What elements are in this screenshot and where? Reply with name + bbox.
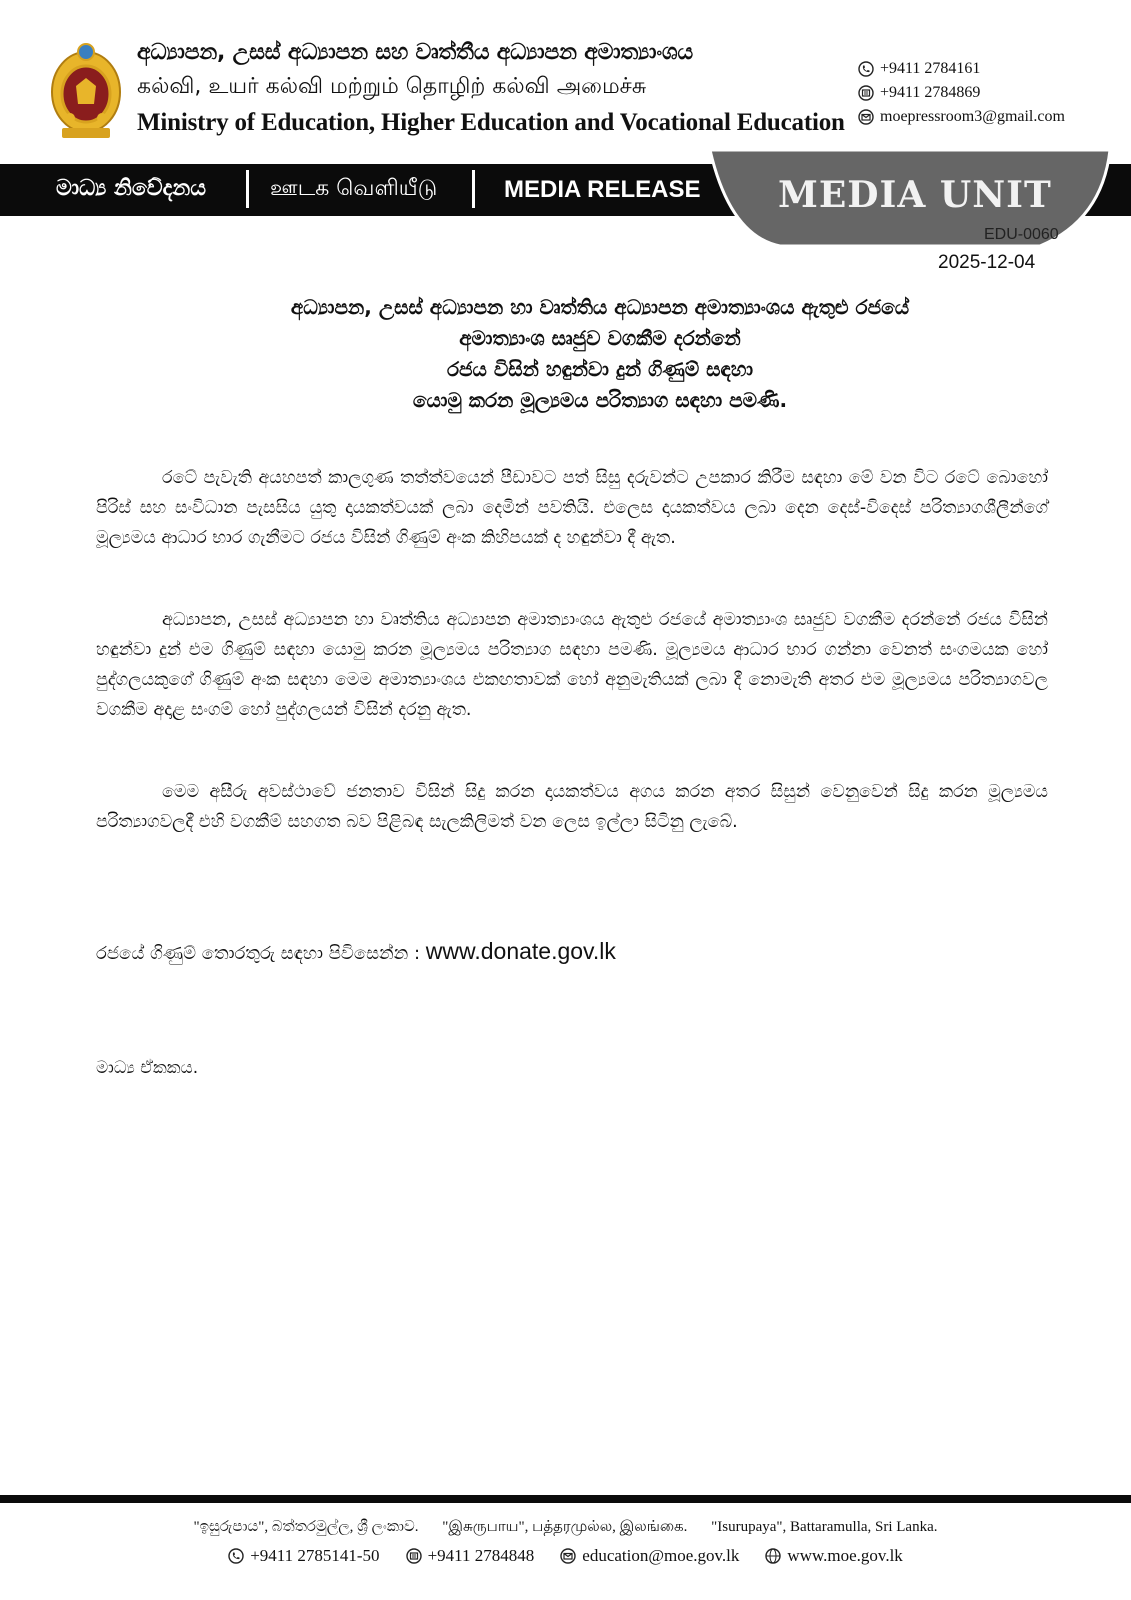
fax-icon: [406, 1548, 422, 1564]
fax-icon: [858, 85, 874, 101]
globe-icon: [765, 1548, 781, 1564]
banner-tamil: ஊடக வெளியீடு: [270, 176, 438, 201]
address-sinhala: "ඉසුරුපාය", බත්තරමුල්ල, ශ්‍රී ලංකාව.: [193, 1519, 419, 1535]
email-icon: [858, 109, 874, 125]
footer-website-link[interactable]: www.moe.gov.lk: [787, 1546, 903, 1565]
phone-icon: [228, 1548, 244, 1564]
email-icon: [560, 1548, 576, 1564]
address-tamil: "இசுருபாய", பத்தரமுல்ல, இலங்கை.: [442, 1519, 688, 1535]
signature: මාධ්‍ය ඒකකය.: [96, 1058, 199, 1078]
banner-divider: [472, 170, 475, 208]
banner-english: MEDIA RELEASE: [504, 176, 701, 203]
header-phone-number: +9411 2784161: [880, 60, 981, 77]
header-email-address: moepressroom3@gmail.com: [880, 108, 1065, 125]
title-line: යොමු කරන මූල්‍යමය පරිත්‍යාග සඳහා පමණි.: [412, 388, 788, 412]
body-paragraph: රටේ පැවැති අයහපත් කාලගුණ තත්ත්වයෙන් පීඩාවට පත් සිසු දරුවන්ට උපකාර කිරීම සඳහා මේ වන විට රටේ බොහෝ පිරිස් සහ සංවිධාන පැසසිය යුතු දායකත්වයක් ලබා දෙමින් පවතියි. එලෙස දායකත්වය ලබා දෙන දෙස්-විදෙස් පරිත්‍යාගශීලීන්ගේ මූල්‍යමය ආධාර භාර ගැනීමට රජය විසින් ගිණුම් අංක කිහිපයක් ද හඳුන්වා දී ඇත.: [96, 468, 1048, 548]
donate-link[interactable]: www.donate.gov.lk: [425, 938, 616, 964]
release-date: 2025-12-04: [938, 252, 1036, 273]
media-unit-label: MEDIA UNIT: [778, 174, 1052, 216]
title-line: අමාත්‍යාංශ සෘජුව වගකීම දරන්නේ: [459, 326, 741, 350]
title-line: රජය විසින් හඳුන්වා දුන් ගිණුම් සඳහා: [446, 357, 754, 381]
ministry-name-english: Ministry of Education, Higher Education and Vocational Education: [137, 109, 845, 136]
footer-fax-number: +9411 2784848: [427, 1546, 535, 1565]
reference-number: EDU-0060: [984, 226, 1059, 243]
visit-label: රජයේ ගිණුම් තොරතුරු සඳහා පිවිසෙන්න :: [96, 943, 426, 964]
phone-icon: [858, 61, 874, 77]
footer-fax: [406, 1546, 535, 1566]
title-line: අධ්‍යාපන, උසස් අධ්‍යාපන හා වෘත්තිය අධ්‍යාපන අමාත්‍යාංශය ඇතුළු රජයේ: [290, 295, 910, 319]
national-emblem: [48, 38, 124, 146]
release-title: [150, 292, 1050, 416]
footer-address: [0, 1518, 1131, 1537]
footer-rule: [0, 1495, 1131, 1503]
body-paragraph: මෙම අසීරු අවස්ථාවේ ජනතාව විසින් සිදු කරන දායකත්වය අගය කරන අතර සිසුන් වෙනුවෙන් සිදු කරන මූල්‍යමය පරිත්‍යාගවලදී එහි වගකීම් සහගත බව පිළිබඳ සැලකිලිමත් වන ලෙස ඉල්ලා සිටිනු ලැබේ.: [96, 782, 1048, 832]
ministry-name-tamil: கல்வி, உயர் கல்வி மற்றும் தொழிற் கல்வி அமைச்சு: [137, 74, 647, 99]
banner-sinhala: මාධ්‍ය නිවේදනය: [56, 176, 207, 201]
footer-email: [560, 1546, 739, 1566]
ministry-name-sinhala: අධ්‍යාපන, උසස් අධ්‍යාපන සහ වෘත්තීය අධ්‍යාපන අමාත්‍යාංශය: [137, 40, 694, 65]
visit-line: [96, 938, 616, 965]
footer-phone: [228, 1546, 379, 1566]
header-email: [858, 108, 1065, 126]
header-fax: [858, 84, 980, 102]
header-phone: [858, 60, 980, 78]
footer-email-address[interactable]: education@moe.gov.lk: [582, 1546, 740, 1565]
body-paragraph: අධ්‍යාපන, උසස් අධ්‍යාපන හා වෘත්තිය අධ්‍යාපන අමාත්‍යාංශය ඇතුළු රජයේ අමාත්‍යාංශ සෘජුව වගකීම දරන්නේ රජය විසින් හඳුන්වා දුන් එම ගිණුම් සඳහා යොමු කරන මූල්‍යමය පරිත්‍යාග සඳහා පමණි. මූල්‍යමය ආධාර භාර ගන්නා වෙනත් සංගමයක හෝ පුද්ගලයකුගේ ගිණුම් අංක සඳහා මෙම අමාත්‍යාංශය එකඟතාවක් හෝ අනුමැතියක් ලබා දී නොමැති අතර එම මූල්‍යමය පරිත්‍යාගවල වගකීම අදාළ සංගම් හෝ පුද්ගලයන් විසින් දරනු ඇත.: [96, 610, 1048, 720]
address-english: "Isurupaya", Battaramulla, Sri Lanka.: [711, 1519, 938, 1535]
banner-divider: [246, 170, 249, 208]
footer-phone-number: +9411 2785141-50: [250, 1546, 380, 1565]
header-fax-number: +9411 2784869: [880, 84, 981, 101]
footer-web: [765, 1546, 902, 1566]
footer-contacts: [0, 1546, 1131, 1566]
